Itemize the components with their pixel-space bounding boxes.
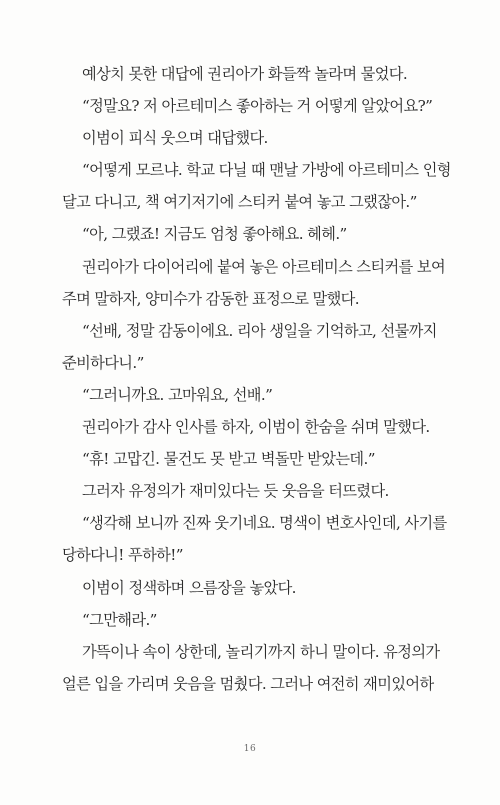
text-line: 그러자 유정의가 재미있다는 듯 웃음을 터뜨렸다. — [82, 482, 389, 501]
text-line: 얼른 입을 가리며 웃음을 멈췄다. 그러나 여전히 재미있어하 — [62, 674, 434, 693]
text-line: “그러니까요. 고마워요, 선배.” — [82, 385, 273, 404]
text-line: 준비하다니.” — [62, 353, 144, 372]
text-line: “아, 그랬죠! 지금도 엄청 좋아해요. 헤헤.” — [82, 225, 347, 244]
text-line: 주며 말하자, 양미수가 감동한 표정으로 말했다. — [62, 289, 359, 308]
text-line: 이범이 정색하며 으름장을 놓았다. — [82, 578, 296, 597]
text-line: “정말요? 저 아르테미스 좋아하는 거 어떻게 알았어요?” — [82, 97, 433, 116]
page-number: 16 — [243, 744, 257, 754]
text-line: 예상치 못한 대답에 권리아가 화들짝 놀라며 물었다. — [82, 65, 408, 83]
text-line: 당하다니! 푸하하!” — [62, 546, 183, 565]
text-line: “휴! 고맙긴. 물건도 못 받고 벽돌만 받았는데.” — [82, 450, 375, 469]
text-line: 가뜩이나 속이 상한데, 놀리기까지 하니 말이다. 유정의가 — [82, 642, 440, 661]
text-line: 달고 다니고, 책 여기저기에 스티커 붙여 놓고 그랬잖아.” — [62, 193, 417, 212]
body-text — [62, 58, 450, 700]
text-line: 권리아가 다이어리에 붙여 놓은 아르테미스 스티커를 보여 — [82, 257, 446, 276]
text-line: 이범이 피식 웃으며 대답했다. — [82, 129, 268, 148]
text-line: “그만해라.” — [82, 610, 157, 629]
text-line: “생각해 보니까 진짜 웃기네요. 명색이 변호사인데, 사기를 — [82, 514, 447, 533]
text-line: “어떻게 모르냐. 학교 다닐 때 맨날 가방에 아르테미스 인형 — [82, 161, 451, 180]
text-line: 권리아가 감사 인사를 하자, 이범이 한숨을 쉬며 말했다. — [82, 418, 430, 437]
text-line: “선배, 정말 감동이에요. 리아 생일을 기억하고, 선물까지 — [82, 321, 437, 340]
